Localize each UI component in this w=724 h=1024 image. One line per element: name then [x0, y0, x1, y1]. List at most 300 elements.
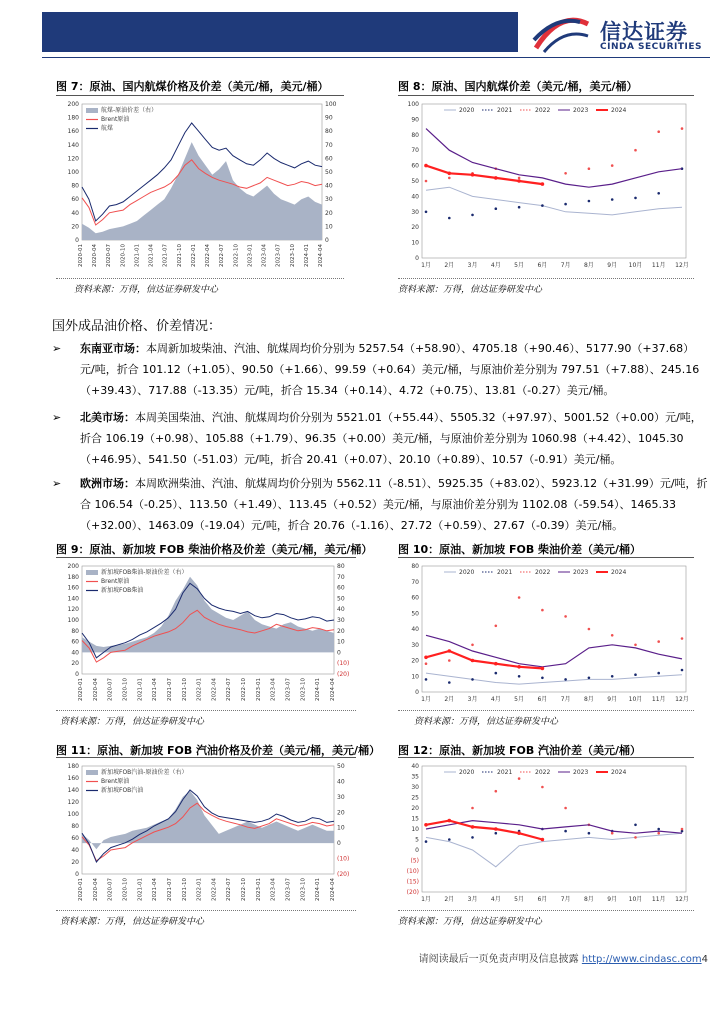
y-tick-label: 5 [415, 836, 419, 844]
x-tick-label: 2024-04 [330, 678, 336, 701]
x-tick-label: 2022-04 [205, 244, 212, 267]
series-point [518, 177, 521, 180]
figure-12-top-rule [398, 757, 694, 758]
y-tick-label: (10) [406, 868, 419, 875]
legend-label: 2022 [535, 107, 551, 114]
figure-9-top-rule [56, 557, 356, 558]
bullet-arrow-icon: ➢ [52, 411, 62, 424]
x-tick-label: 2020-01 [78, 878, 84, 901]
figure-11-top-rule [56, 757, 356, 758]
legend-label: 2020 [459, 769, 475, 776]
x-tick-label: 4月 [490, 696, 501, 703]
x-tick-label: 2024-04 [318, 244, 324, 267]
company-logo [530, 14, 710, 54]
x-tick-label: 4月 [490, 896, 501, 903]
paragraph-text: 本周欧洲柴油、汽油、航煤周均价分别为 5562.11（-8.51）、5925.35（+83.02）、5923.12（+31.99）元/吨，折合 106.54（-0.25）、113.50（+1.49）、113.45（+0.52）美元/桶，与原油价差分别为 1102.08（-59.54）、1465.33（+32.00）、1463.09（-19.04）元/吨，折合 20.76（-1.16）、27.72（+0.59）、27.67（-0.39）美元/桶。 [80, 477, 708, 532]
series-line [426, 673, 682, 684]
series-point [541, 677, 544, 680]
y-right-tick-label: (20) [337, 671, 350, 678]
legend-label: Brent原油 [101, 778, 130, 785]
series-point [611, 634, 614, 637]
legend-label: 2021 [497, 769, 513, 776]
x-tick-label: 2022-10 [241, 678, 248, 701]
x-tick-label: 10月 [628, 696, 643, 703]
y-right-tick-label: 10 [337, 638, 345, 646]
y-left-tick-label: 0 [75, 237, 79, 244]
series-point [425, 662, 428, 665]
legend-label: 航煤-原油价差（右） [101, 107, 158, 114]
x-tick-label: 10月 [628, 896, 643, 903]
series-point [541, 204, 544, 207]
series-point [681, 669, 684, 672]
legend-label: 新加坡FOB柴油 [101, 587, 144, 594]
y-right-tick-label: 20 [325, 209, 333, 217]
legend-label: 2020 [459, 569, 475, 576]
x-tick-label: 2022-10 [241, 878, 248, 901]
bullet-arrow-icon: ➢ [52, 342, 62, 355]
y-left-tick-label: 160 [67, 584, 79, 592]
y-right-tick-label: 80 [337, 563, 345, 570]
x-tick-label: 2021-04 [148, 244, 155, 267]
figure-10-top-rule [398, 557, 694, 558]
series-point [495, 832, 498, 835]
x-tick-label: 2022-07 [226, 878, 233, 901]
x-tick-label: 2020-10 [120, 244, 127, 267]
x-tick-label: 1月 [421, 262, 431, 269]
y-tick-label: 30 [411, 208, 419, 216]
series-point [634, 149, 637, 152]
x-tick-label: 5月 [514, 696, 525, 703]
y-tick-label: 40 [411, 626, 419, 633]
series-point [471, 659, 475, 663]
figure-8-bottom-rule [398, 278, 694, 279]
x-tick-label: 2020-04 [92, 878, 99, 901]
y-left-tick-label: 40 [71, 847, 79, 854]
legend-label: 2020 [459, 107, 475, 114]
x-tick-label: 2024-01 [315, 678, 322, 701]
series-point [541, 786, 544, 789]
y-tick-label: 100 [407, 101, 419, 108]
y-left-tick-label: 20 [71, 859, 79, 866]
series-point [657, 640, 660, 643]
series-point [471, 678, 474, 681]
y-left-tick-label: 160 [67, 775, 79, 782]
x-tick-label: 1月 [421, 896, 431, 903]
series-point [424, 164, 428, 168]
y-left-tick-label: 180 [67, 114, 79, 122]
y-tick-label: 70 [411, 578, 419, 586]
series-point [471, 836, 474, 839]
y-right-tick-label: 40 [337, 606, 345, 614]
figure-12-title: 图 12：原油、新加坡 FOB 汽油价差（美元/桶） [398, 744, 642, 757]
figure-7-bottom-rule [56, 278, 344, 279]
series-point [634, 197, 637, 200]
series-line [426, 821, 682, 834]
series-point [471, 644, 474, 647]
x-tick-label: 3月 [467, 696, 478, 703]
series-point [611, 164, 614, 167]
series-line [426, 187, 682, 215]
series-point [588, 167, 591, 170]
figure-11-bottom-rule [56, 910, 356, 911]
series-point [634, 644, 637, 647]
x-tick-label: 2022-01 [196, 878, 203, 901]
series-point [541, 609, 544, 612]
paragraph-label: 北美市场： [80, 411, 135, 424]
x-tick-label: 2023-01 [247, 244, 254, 267]
logo-chinese-name: 信达证券 [600, 20, 688, 44]
legend-label: 2023 [573, 569, 589, 576]
series-point [494, 176, 498, 180]
x-tick-label: 2021-04 [152, 878, 159, 901]
y-right-tick-label: 30 [325, 196, 333, 204]
paragraph-label: 东南亚市场： [80, 342, 146, 355]
y-tick-label: 50 [411, 178, 419, 185]
x-tick-label: 9月 [607, 896, 618, 903]
legend-label: 2024 [611, 769, 627, 776]
x-tick-label: 12月 [675, 262, 689, 269]
y-right-tick-label: 70 [337, 573, 345, 581]
y-left-tick-label: 160 [67, 128, 79, 136]
y-right-tick-label: (20) [337, 871, 350, 878]
logo-mark-icon [530, 14, 592, 54]
x-tick-label: 2023-10 [289, 244, 296, 267]
y-left-tick-label: 20 [71, 660, 79, 668]
y-right-tick-label: (10) [337, 855, 350, 863]
legend-label: 2022 [535, 769, 551, 776]
x-tick-label: 9月 [607, 696, 618, 703]
y-right-tick-label: 70 [325, 141, 333, 149]
y-left-tick-label: 40 [71, 649, 79, 657]
series-point [518, 596, 521, 599]
y-left-tick-label: 200 [67, 101, 79, 108]
x-tick-label: 8月 [583, 262, 594, 269]
figure-11-chart [56, 760, 356, 908]
y-left-tick-label: 140 [67, 787, 79, 794]
x-tick-label: 2月 [444, 696, 455, 703]
series-point [448, 819, 452, 823]
y-left-tick-label: 0 [75, 871, 79, 878]
series-point [634, 673, 637, 676]
y-left-tick-label: 60 [71, 638, 79, 646]
series-point [634, 836, 637, 839]
x-tick-label: 12月 [675, 896, 689, 903]
y-right-tick-label: 10 [337, 824, 345, 832]
series-point [495, 790, 498, 793]
series-point [588, 628, 591, 631]
x-tick-label: 2024-04 [330, 878, 336, 901]
y-tick-label: (20) [406, 889, 419, 896]
legend-swatch [86, 570, 98, 575]
series-point [681, 127, 684, 130]
figure-9-bottom-rule [56, 710, 356, 711]
series-point [494, 662, 498, 666]
legend-label: 2023 [573, 769, 589, 776]
y-tick-label: 30 [411, 641, 419, 649]
x-tick-label: 2023-10 [300, 878, 307, 901]
spread-area [82, 142, 322, 240]
figure-12-source: 资料来源：万得，信达证券研发中心 [398, 917, 543, 927]
series-point [541, 182, 545, 186]
x-tick-label: 8月 [583, 896, 594, 903]
y-tick-label: (5) [410, 857, 419, 865]
y-left-tick-label: 120 [67, 155, 79, 163]
y-tick-label: 30 [411, 784, 419, 791]
x-tick-label: 2022-10 [233, 244, 240, 267]
spread-area [82, 791, 334, 850]
y-tick-label: 20 [411, 224, 419, 232]
series-point [564, 830, 567, 833]
series-point [564, 615, 567, 618]
logo-english-name: CINDA SECURITIES [600, 42, 702, 52]
y-tick-label: 90 [411, 116, 419, 124]
x-tick-label: 2022-01 [196, 678, 203, 701]
y-tick-label: 70 [411, 147, 419, 155]
y-left-tick-label: 100 [67, 811, 79, 818]
series-point [495, 672, 498, 675]
x-tick-label: 2023-07 [285, 878, 292, 901]
x-tick-label: 2021-07 [166, 678, 173, 701]
y-right-tick-label: 30 [337, 793, 345, 801]
legend-swatch [86, 108, 98, 113]
y-tick-label: 0 [415, 689, 419, 696]
legend-label: 新加坡FOB汽油-原油价差（右） [101, 769, 188, 776]
x-tick-label: 2021-10 [176, 244, 183, 267]
x-tick-label: 2023-01 [255, 678, 262, 701]
y-left-tick-label: 80 [71, 182, 79, 190]
y-tick-label: 0 [415, 847, 419, 854]
series-point [495, 625, 498, 628]
x-tick-label: 2020-04 [92, 678, 99, 701]
legend-label: 2024 [611, 107, 627, 114]
x-tick-label: 2021-10 [181, 878, 188, 901]
series-point [495, 207, 498, 210]
figure-7-top-rule [56, 95, 344, 96]
x-tick-label: 2021-01 [137, 678, 144, 701]
series-point [657, 130, 660, 133]
x-tick-label: 2023-10 [300, 678, 307, 701]
series-point [494, 827, 498, 831]
series-point [518, 777, 521, 780]
series-point [588, 677, 591, 680]
y-right-tick-label: 0 [337, 840, 341, 848]
x-tick-label: 2021-01 [137, 878, 144, 901]
figure-8-chart [398, 98, 694, 274]
plot-frame [422, 766, 686, 892]
plot-frame [422, 566, 686, 692]
footer-website-link[interactable]: http://www.cindasc.com [581, 954, 702, 965]
y-tick-label: 20 [411, 805, 419, 812]
y-left-tick-label: 100 [67, 617, 79, 624]
series-point [425, 678, 428, 681]
paragraph-label: 欧洲市场： [80, 477, 135, 490]
y-left-tick-label: 140 [67, 595, 79, 603]
figure-7-title: 图 7：原油、国内航煤价格及价差（美元/桶，美元/桶） [56, 80, 329, 93]
y-tick-label: 35 [411, 773, 419, 781]
series-point [448, 217, 451, 220]
x-tick-label: 2023-04 [270, 878, 277, 901]
series-point [448, 172, 452, 176]
y-left-tick-label: 140 [67, 141, 79, 149]
x-tick-label: 2023-07 [285, 678, 292, 701]
x-tick-label: 5月 [514, 896, 525, 903]
x-tick-label: 2020-10 [122, 678, 129, 701]
figure-10-title: 图 10：原油、新加坡 FOB 柴油价差（美元/桶） [398, 543, 642, 556]
series-line [426, 821, 542, 840]
x-tick-label: 2023-04 [261, 244, 268, 267]
y-right-tick-label: 50 [337, 595, 345, 603]
figure-10-bottom-rule [398, 710, 694, 711]
section-title: 国外成品油价格、价差情况： [52, 319, 222, 334]
x-tick-label: 7月 [560, 262, 571, 269]
y-left-tick-label: 180 [67, 573, 79, 581]
footer-disclaimer: 请阅读最后一页免责声明及信息披露 [418, 954, 579, 965]
bullet-arrow-icon: ➢ [52, 477, 62, 490]
y-left-tick-label: 40 [71, 209, 79, 217]
x-tick-label: 12月 [675, 696, 689, 703]
series-point [564, 807, 567, 810]
x-tick-label: 6月 [537, 696, 548, 703]
legend-label: Brent原油 [101, 116, 130, 123]
x-tick-label: 7月 [560, 896, 571, 903]
figure-9-chart [56, 560, 356, 708]
y-right-tick-label: 40 [325, 182, 333, 190]
figure-12-bottom-rule [398, 910, 694, 911]
y-right-tick-label: 50 [325, 169, 333, 176]
figure-8-top-rule [398, 95, 694, 96]
figure-8-title: 图 8：原油、国内航煤价差（美元/桶，美元/桶） [398, 80, 638, 93]
y-left-tick-label: 120 [67, 606, 79, 614]
series-point [448, 838, 451, 841]
figure-10-chart [398, 560, 694, 708]
series-point [564, 678, 567, 681]
y-left-tick-label: 120 [67, 799, 79, 806]
series-point [424, 823, 428, 827]
figure-7-source: 资料来源：万得，信达证券研发中心 [74, 285, 219, 295]
y-right-tick-label: 0 [325, 237, 329, 244]
series-point [611, 832, 614, 835]
x-tick-label: 2022-04 [211, 878, 218, 901]
x-tick-label: 2020-01 [78, 244, 84, 267]
x-tick-label: 2020-07 [106, 244, 113, 267]
series-point [518, 675, 521, 678]
series-point [425, 840, 428, 843]
series-point [657, 828, 660, 831]
x-tick-label: 2月 [444, 262, 455, 269]
series-point [541, 838, 545, 842]
x-tick-label: 2021-07 [166, 878, 173, 901]
x-tick-label: 3月 [467, 896, 478, 903]
x-tick-label: 3月 [467, 262, 478, 269]
series-point [448, 681, 451, 684]
series-point [611, 675, 614, 678]
x-tick-label: 2022-07 [219, 244, 226, 267]
series-point [564, 172, 567, 175]
y-left-tick-label: 20 [71, 223, 79, 231]
x-tick-label: 2022-01 [190, 244, 197, 267]
y-right-tick-label: 60 [337, 584, 345, 592]
series-point [657, 832, 660, 835]
y-left-tick-label: 200 [67, 563, 79, 570]
x-tick-label: 2021-04 [152, 678, 159, 701]
y-left-tick-label: 60 [71, 835, 79, 842]
y-right-tick-label: 30 [337, 617, 345, 624]
series-point [588, 200, 591, 203]
paragraph-north-america [52, 407, 708, 470]
y-left-tick-label: 100 [67, 169, 79, 176]
x-tick-label: 2023-04 [270, 678, 277, 701]
y-left-tick-label: 80 [71, 627, 79, 635]
y-tick-label: 60 [411, 162, 419, 170]
legend-label: 2022 [535, 569, 551, 576]
y-tick-label: 60 [411, 594, 419, 602]
x-tick-label: 10月 [628, 262, 643, 269]
y-tick-label: 80 [411, 131, 419, 139]
y-left-tick-label: 0 [75, 671, 79, 678]
y-tick-label: 80 [411, 563, 419, 570]
legend-swatch [86, 770, 98, 775]
y-right-tick-label: 20 [337, 627, 345, 635]
x-tick-label: 2月 [444, 896, 455, 903]
series-point [471, 825, 475, 829]
figure-11-title: 图 11：原油、新加坡 FOB 汽油价格及价差（美元/桶，美元/桶） [56, 744, 381, 757]
x-tick-label: 2021-07 [162, 244, 169, 267]
series-point [611, 198, 614, 201]
x-tick-label: 2022-04 [211, 678, 218, 701]
legend-label: 2021 [497, 107, 513, 114]
y-left-tick-label: 60 [71, 196, 79, 204]
y-right-tick-label: 90 [325, 114, 333, 122]
series-point [518, 206, 521, 209]
y-right-tick-label: 50 [337, 763, 345, 770]
legend-label: 2023 [573, 107, 589, 114]
x-tick-label: 7月 [560, 696, 571, 703]
series-point [517, 831, 521, 835]
y-right-tick-label: 40 [337, 778, 345, 786]
paragraph-text: 本周美国柴油、汽油、航煤周均价分别为 5521.01（+55.44）、5505.32（+97.97）、5001.52（+0.00）元/吨，折合 106.19（+0.98）、105.88（+1.79）、96.35（+0.00）美元/桶，与原油价差分别为 1060.98（+4.42）、1045.30（+46.95）、541.50（-51.03）元/吨，折合 20.41（+0.07）、20.10（+0.89）、10.57（-0.91）美元/桶。 [80, 411, 702, 466]
x-tick-label: 2020-07 [107, 878, 114, 901]
paragraph-text: 本周新加坡柴油、汽油、航煤周均价分别为 5257.54（+58.90）、4705.18（+90.46）、5177.90（+37.68）元/吨，折合 101.12（+1.05）、90.50（+1.66）、99.59（+0.64）美元/桶，与原油价差分别为 797.51（+7.88）、245.16（+39.43）、717.88（-13.35）元/吨，折合 15.34（+0.14）、4.72（+0.75）、13.81（-0.27）美元/桶。 [80, 342, 700, 397]
x-tick-label: 1月 [421, 696, 431, 703]
series-point [681, 828, 684, 831]
page-footer [419, 950, 708, 965]
x-tick-label: 2020-10 [122, 878, 129, 901]
y-tick-label: 0 [415, 255, 419, 262]
x-tick-label: 11月 [651, 696, 666, 703]
y-left-tick-label: 180 [67, 763, 79, 770]
paragraph-europe [52, 473, 708, 536]
x-tick-label: 5月 [514, 262, 525, 269]
series-line [426, 635, 682, 667]
x-tick-label: 2020-07 [107, 678, 114, 701]
series-point [564, 203, 567, 206]
paragraph-southeast-asia [52, 338, 708, 401]
series-point [681, 637, 684, 640]
x-tick-label: 9月 [607, 262, 618, 269]
y-tick-label: 40 [411, 763, 419, 770]
y-right-tick-label: 60 [325, 155, 333, 163]
y-tick-label: (15) [406, 878, 419, 886]
series-point [517, 179, 521, 183]
series-point [448, 177, 451, 180]
figure-9-source: 资料来源：万得，信达证券研发中心 [60, 717, 205, 727]
y-tick-label: 15 [411, 815, 419, 823]
figure-12-chart [398, 760, 694, 908]
x-tick-label: 2024-01 [303, 244, 310, 267]
series-line [426, 129, 682, 188]
header-banner [42, 12, 518, 52]
y-tick-label: 50 [411, 610, 419, 618]
